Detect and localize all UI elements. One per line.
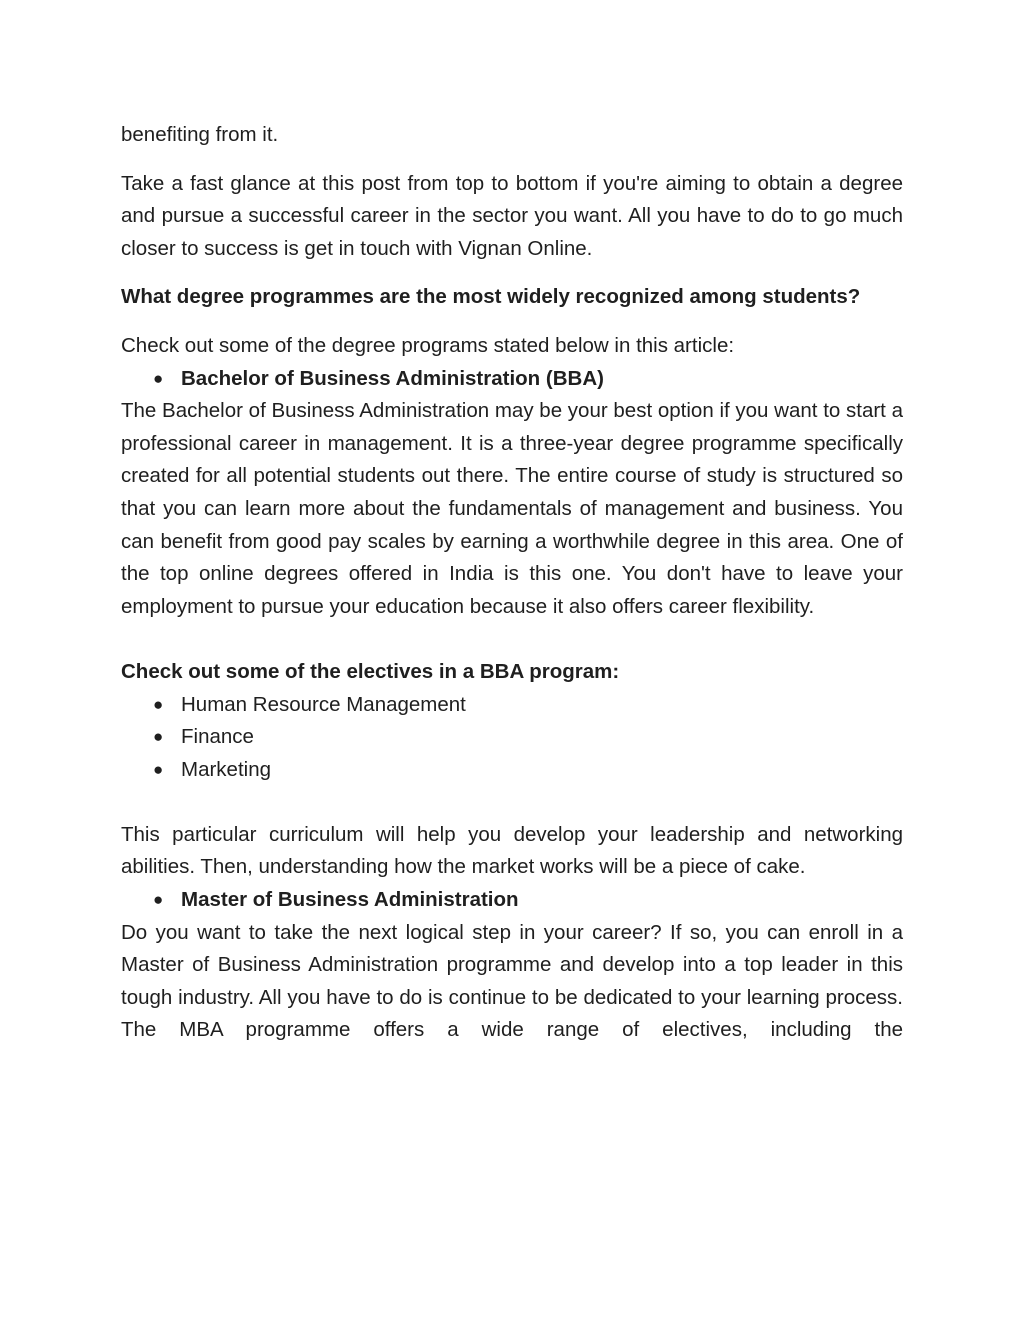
bba-electives-list	[121, 689, 903, 787]
paragraph-check-programs: Check out some of the degree programs stated below in this article:	[121, 333, 735, 357]
bba-heading-item	[121, 363, 903, 396]
paragraph-bba-description: The Bachelor of Business Administration may be your best option if you want to start a professional career in management. It is a three-year degree programme specifically created for all potential students out there. The entire course of study is structured so that you can learn more about the fundamentals of management and business. You can benefit from good pay scales by earning a worthwhile degree in this area. One of the top online degrees offered in India is this one. You don't have to leave your employment to pursue your education because it also offers career flexibility.	[121, 399, 903, 618]
bba-title: Bachelor of Business Administration (BBA)	[181, 366, 604, 390]
paragraph-mba-description: Do you want to take the next logical step in your career? If so, you can enroll in a Master of Business Administration programme and develop into a top leader in this tough industry. All you have to do is continue to be dedicated to your learning process. The MBA programme offers a wide range of electives, including the	[121, 920, 903, 1042]
paragraph-curriculum-note: This particular curriculum will help you develop your leadership and networking abilities. Then, understanding how the market works will be a piece of cake.	[121, 822, 903, 879]
mba-heading-item	[121, 884, 903, 917]
bba-heading-list	[121, 363, 903, 396]
list-item	[121, 689, 903, 722]
elective-label: Human Resource Management	[181, 692, 466, 716]
bullet-icon: ●	[153, 694, 164, 714]
heading-bba-electives: Check out some of the electives in a BBA program:	[121, 659, 620, 683]
mba-heading-list	[121, 884, 903, 917]
elective-label: Marketing	[181, 757, 272, 781]
bullet-icon: ●	[153, 890, 164, 910]
list-item	[121, 721, 903, 754]
paragraph-glance: Take a fast glance at this post from top to bottom if you're aiming to obtain a degree and pursue a successful career in the sector you want. All you have to do to go much closer to success is get in touch with Vignan Online.	[121, 171, 903, 260]
elective-label: Finance	[181, 725, 254, 749]
mba-title: Master of Business Administration	[181, 888, 519, 912]
bullet-icon: ●	[153, 759, 164, 779]
heading-popular-programmes: What degree programmes are the most widely recognized among students?	[121, 285, 861, 309]
paragraph-intro-tail: benefiting from it.	[121, 123, 279, 146]
bullet-icon: ●	[153, 368, 164, 388]
list-item	[121, 754, 903, 787]
bullet-icon: ●	[153, 727, 164, 747]
document-page	[121, 119, 903, 1047]
